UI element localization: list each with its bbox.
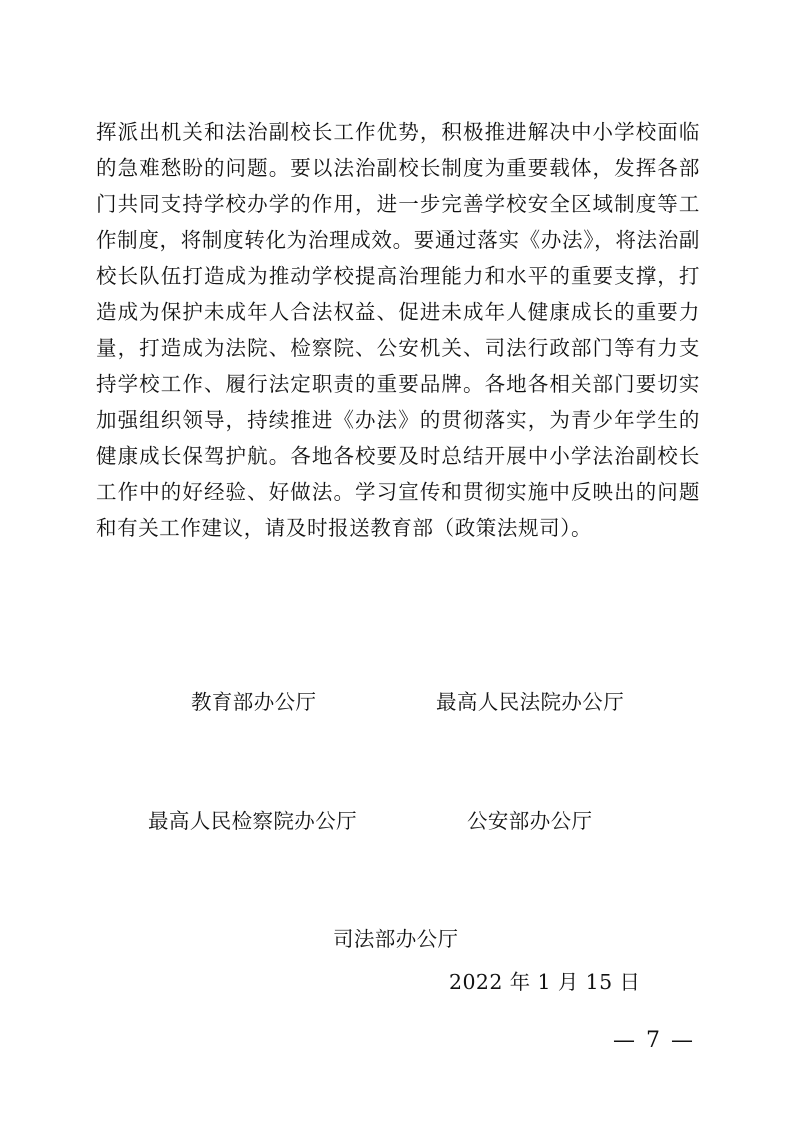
body-line: 校长队伍打造成为推动学校提高治理能力和水平的重要支撑，打 (96, 264, 700, 288)
body-line: 工作中的好经验、好做法。学习宣传和贯彻实施中反映出的问题 (96, 480, 700, 504)
body-line: 健康成长保驾护航。各地各校要及时总结开展中小学法治副校长 (96, 444, 700, 468)
body-line: 和有关工作建议，请及时报送教育部（政策法规司）。 (96, 516, 593, 540)
signatory-moe: 教育部办公厅 (191, 690, 317, 714)
body-paragraph (96, 114, 700, 546)
body-line: 挥派出机关和法治副校长工作优势，积极推进解决中小学校面临 (96, 120, 700, 144)
signatory-mps: 公安部办公厅 (467, 809, 593, 833)
body-line: 的急难愁盼的问题。要以法治副校长制度为重要载体，发挥各部 (96, 156, 700, 180)
signatory-spc: 最高人民法院办公厅 (436, 690, 625, 714)
body-line: 作制度，将制度转化为治理成效。要通过落实《办法》，将法治副 (96, 228, 700, 252)
body-line: 量，打造成为法院、检察院、公安机关、司法行政部门等有力支 (96, 336, 700, 360)
document-date: 2022 年 1 月 15 日 (449, 970, 641, 994)
body-line: 造成为保护未成年人合法权益、促进未成年人健康成长的重要力 (96, 300, 700, 324)
body-line: 加强组织领导，持续推进《办法》的贯彻落实，为青少年学生的 (96, 408, 700, 432)
body-line: 门共同支持学校办学的作用，进一步完善学校安全区域制度等工 (96, 192, 700, 216)
body-line: 持学校工作、履行法定职责的重要品牌。各地各相关部门要切实 (96, 372, 700, 396)
signatory-moj: 司法部办公厅 (333, 927, 459, 951)
signatory-spp: 最高人民检察院办公厅 (148, 809, 357, 833)
page-number: — 7 — (613, 1028, 695, 1053)
